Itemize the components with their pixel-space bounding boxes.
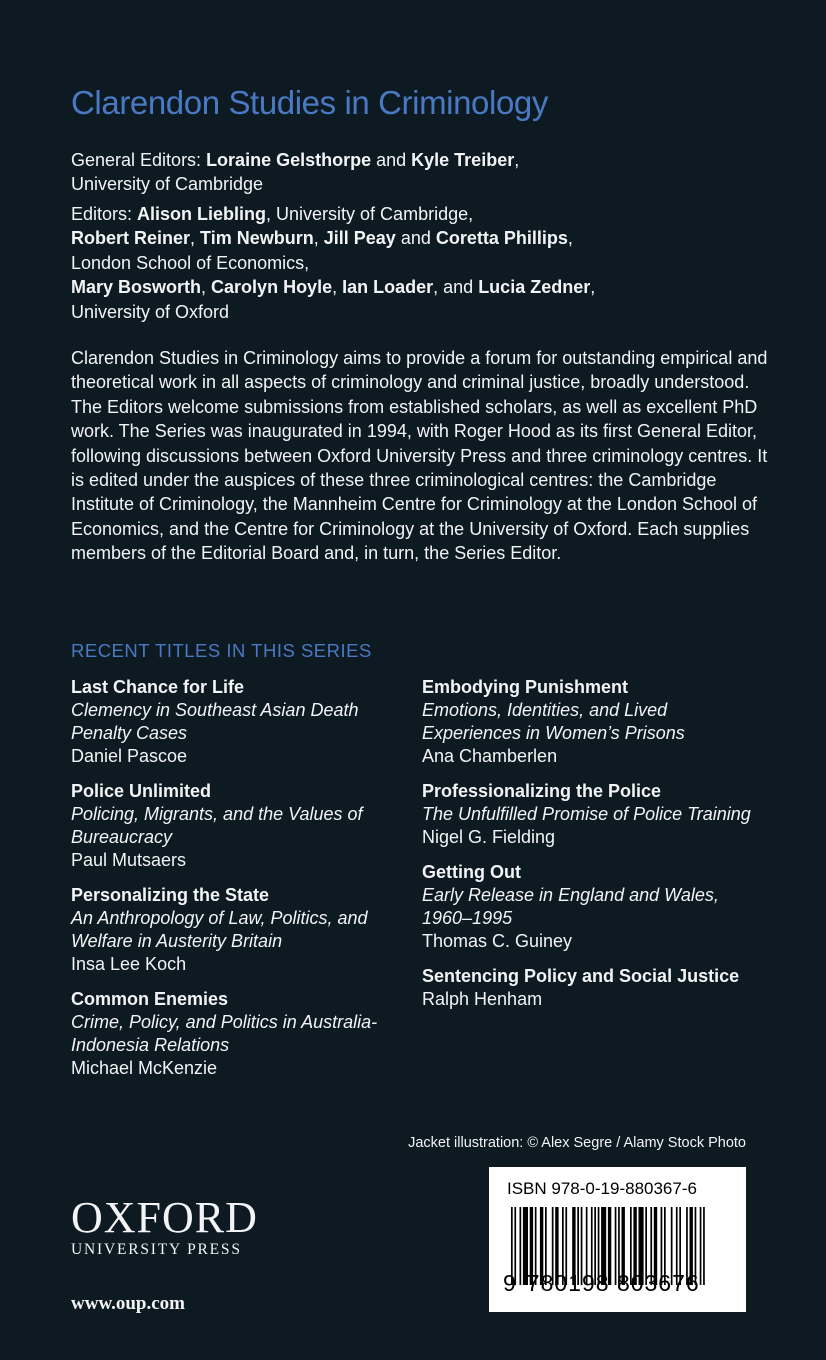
- jacket-illustration-credit: Jacket illustration: © Alex Segre / Alamy Stock Photo: [408, 1135, 746, 1151]
- editor-affiliation: University of Oxford: [71, 301, 230, 322]
- editor-name: Robert Reiner: [71, 228, 191, 249]
- editor-name: Lucia Zedner: [478, 277, 591, 298]
- editor-name: Ian Loader: [342, 277, 434, 298]
- oxford-university-press-logo: [71, 1193, 258, 1259]
- book-title: Common Enemies: [71, 989, 229, 1009]
- book-title: Getting Out: [422, 862, 521, 882]
- recent-titles-right-column: [422, 676, 752, 1023]
- publisher-url[interactable]: www.oup.com: [71, 1293, 186, 1314]
- general-editors: [71, 148, 519, 197]
- logo-wordmark: OXFORD: [71, 1193, 258, 1242]
- isbn-lead-digit: 9: [503, 1270, 517, 1296]
- book-entry: [422, 780, 752, 849]
- book-author: Ana Chamberlen: [422, 746, 558, 766]
- editor-name: Carolyn Hoyle: [211, 277, 333, 298]
- editor-name: Mary Bosworth: [71, 277, 202, 298]
- book-title: Professionalizing the Police: [422, 781, 662, 801]
- book-entry: [71, 988, 401, 1080]
- recent-titles-left-column: [71, 676, 401, 1092]
- separator: , and: [433, 277, 479, 298]
- book-entry: [422, 676, 752, 768]
- book-entry: [71, 884, 401, 976]
- book-author: Daniel Pascoe: [71, 746, 188, 766]
- series-title: Clarendon Studies in Criminology: [71, 84, 548, 121]
- editor-name: Tim Newburn: [200, 228, 314, 249]
- book-author: Thomas C. Guiney: [422, 931, 573, 951]
- isbn-label: ISBN 978-0-19-880367-6: [507, 1179, 697, 1198]
- book-entry: [422, 861, 752, 953]
- book-author: Paul Mutsaers: [71, 850, 187, 870]
- separator: ,: [332, 277, 343, 298]
- editor-name: Jill Peay: [323, 228, 396, 249]
- general-editors-affiliation: University of Cambridge: [71, 174, 264, 195]
- general-editor-name: Kyle Treiber: [411, 150, 515, 170]
- book-entry: [71, 676, 401, 768]
- separator: ,: [313, 228, 324, 249]
- separator: ,: [514, 150, 520, 170]
- isbn-digit-group: 780198: [526, 1270, 610, 1296]
- book-subtitle: An Anthropology of Law, Politics, and Welfare in Austerity Britain: [71, 908, 368, 951]
- editor-name: Coretta Phillips: [435, 228, 568, 249]
- separator: ,: [590, 277, 596, 298]
- isbn-digits: [503, 1270, 700, 1297]
- book-title: Last Chance for Life: [71, 677, 245, 697]
- book-title: Embodying Punishment: [422, 677, 629, 697]
- book-subtitle: Early Release in England and Wales, 1960–1995: [422, 885, 719, 928]
- separator: ,: [201, 277, 212, 298]
- barcode-bar: [700, 1207, 702, 1285]
- book-author: Michael McKenzie: [71, 1058, 218, 1078]
- recent-titles-heading: RECENT TITLES IN THIS SERIES: [71, 640, 372, 661]
- editors: [71, 202, 595, 324]
- book-author: Insa Lee Koch: [71, 954, 187, 974]
- series-description: Clarendon Studies in Criminology aims to provide a forum for outstanding empirical and theoretical work in all aspects of criminology and criminal justice, broadly understood. The Editors welcome submissions from established scholars, as well as excellent PhD work. The Series was inaugurated in 1994, with Roger Hood as its first General Editor, following discussions between Oxford University Press and three criminology centres. It is edited under the auspices of these three criminological centres: the Cambridge Institute of Criminology, the Mannheim Centre for Criminology at the London School of Economics, and the Centre for Criminology at the University of Oxford. Each supplies members of the Editorial Board and, in turn, the Series Editor.: [71, 348, 768, 564]
- editor-affiliation: , University of Cambridge,: [266, 204, 474, 224]
- general-editor-name: Loraine Gelsthorpe: [206, 150, 372, 170]
- book-title: Police Unlimited: [71, 781, 212, 801]
- general-editors-prefix: General Editors:: [71, 150, 207, 170]
- separator: ,: [190, 228, 201, 249]
- book-entry: [422, 965, 752, 1011]
- isbn-digit-group: 803676: [616, 1270, 700, 1296]
- logo-subtitle: UNIVERSITY PRESS: [71, 1241, 242, 1258]
- book-author: Ralph Henham: [422, 989, 543, 1009]
- book-subtitle: Policing, Migrants, and the Values of Bureaucracy: [71, 804, 363, 847]
- book-subtitle: The Unfulfilled Promise of Police Training: [422, 804, 751, 824]
- separator: ,: [567, 228, 573, 249]
- book-title: Sentencing Policy and Social Justice: [422, 966, 740, 986]
- book-entry: [71, 780, 401, 872]
- editor-name: Alison Liebling: [137, 204, 267, 224]
- editor-affiliation: London School of Economics,: [71, 252, 310, 273]
- book-subtitle: Clemency in Southeast Asian Death Penalty Cases: [71, 700, 359, 743]
- separator: and: [395, 228, 436, 249]
- isbn-barcode-panel: [489, 1167, 746, 1312]
- editors-prefix: Editors:: [71, 204, 138, 224]
- book-title: Personalizing the State: [71, 885, 270, 905]
- book-author: Nigel G. Fielding: [422, 827, 556, 847]
- barcode-bar: [703, 1207, 705, 1285]
- book-subtitle: Emotions, Identities, and Lived Experiences in Women’s Prisons: [422, 700, 685, 743]
- separator: and: [371, 150, 412, 170]
- book-subtitle: Crime, Policy, and Politics in Australia-Indonesia Relations: [71, 1012, 378, 1055]
